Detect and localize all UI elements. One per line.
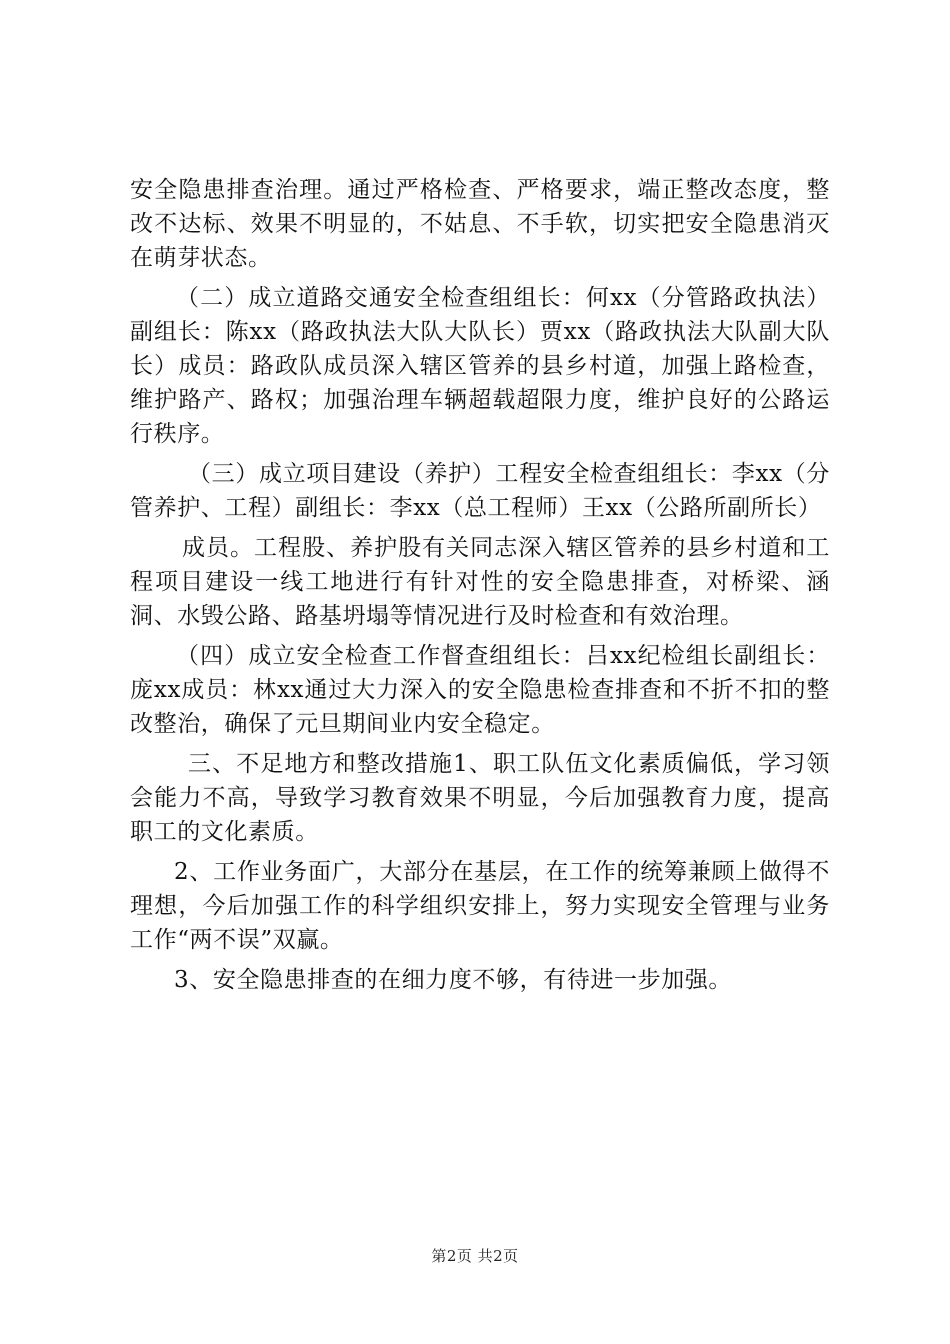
paragraph-item-2: 2、工作业务面广，大部分在基层，在工作的统筹兼顾上做得不理想，今后加强工作的科学组织安排上，努力实现安全管理与业务工作“两不误”双赢。 [130, 859, 830, 953]
document-body [130, 173, 830, 997]
paragraph-shortcomings: 三、不足地方和整改措施1、职工队伍文化素质偏低，学习领会能力不高，导致学习教育效果不明显，今后加强教育力度，提高职工的文化素质。 [130, 751, 830, 845]
paragraph-item-3: 3、安全隐患排查的在细力度不够，有待进一步加强。 [174, 967, 733, 993]
paragraph-supervision-group: （四）成立安全检查工作督查组组长：吕xx纪检组长副组长：庞xx成员：林xx通过大力深入的安全隐患检查排查和不折不扣的整改整治，确保了元旦期间业内安全稳定。 [130, 643, 830, 737]
paragraph-project-members: 成员。工程股、养护股有关同志深入辖区管养的县乡村道和工程项目建设一线工地进行有针对性的安全隐患排查，对桥梁、涵洞、水毁公路、路基坍塌等情况进行及时检查和有效治理。 [130, 535, 830, 629]
paragraph-continuation: 安全隐患排查治理。通过严格检查、严格要求，端正整改态度，整改不达标、效果不明显的，不姑息、不手软，切实把安全隐患消灭在萌芽状态。 [130, 177, 830, 271]
paragraph-road-traffic-group: （二）成立道路交通安全检查组组长：何xx（分管路政执法）副组长：陈xx（路政执法大队大队长）贾xx（路政执法大队副大队长）成员：路政队成员深入辖区管养的县乡村道，加强上路检查，维护路产、路权；加强治理车辆超载超限力度，维护良好的公路运行秩序。 [130, 285, 830, 447]
paragraph-project-group: （三）成立项目建设（养护）工程安全检查组组长：李xx（分管养护、工程）副组长：李xx（总工程师）王xx（公路所副所长） [130, 461, 830, 521]
page-number-footer: 第2页 共2页 [431, 1247, 519, 1265]
